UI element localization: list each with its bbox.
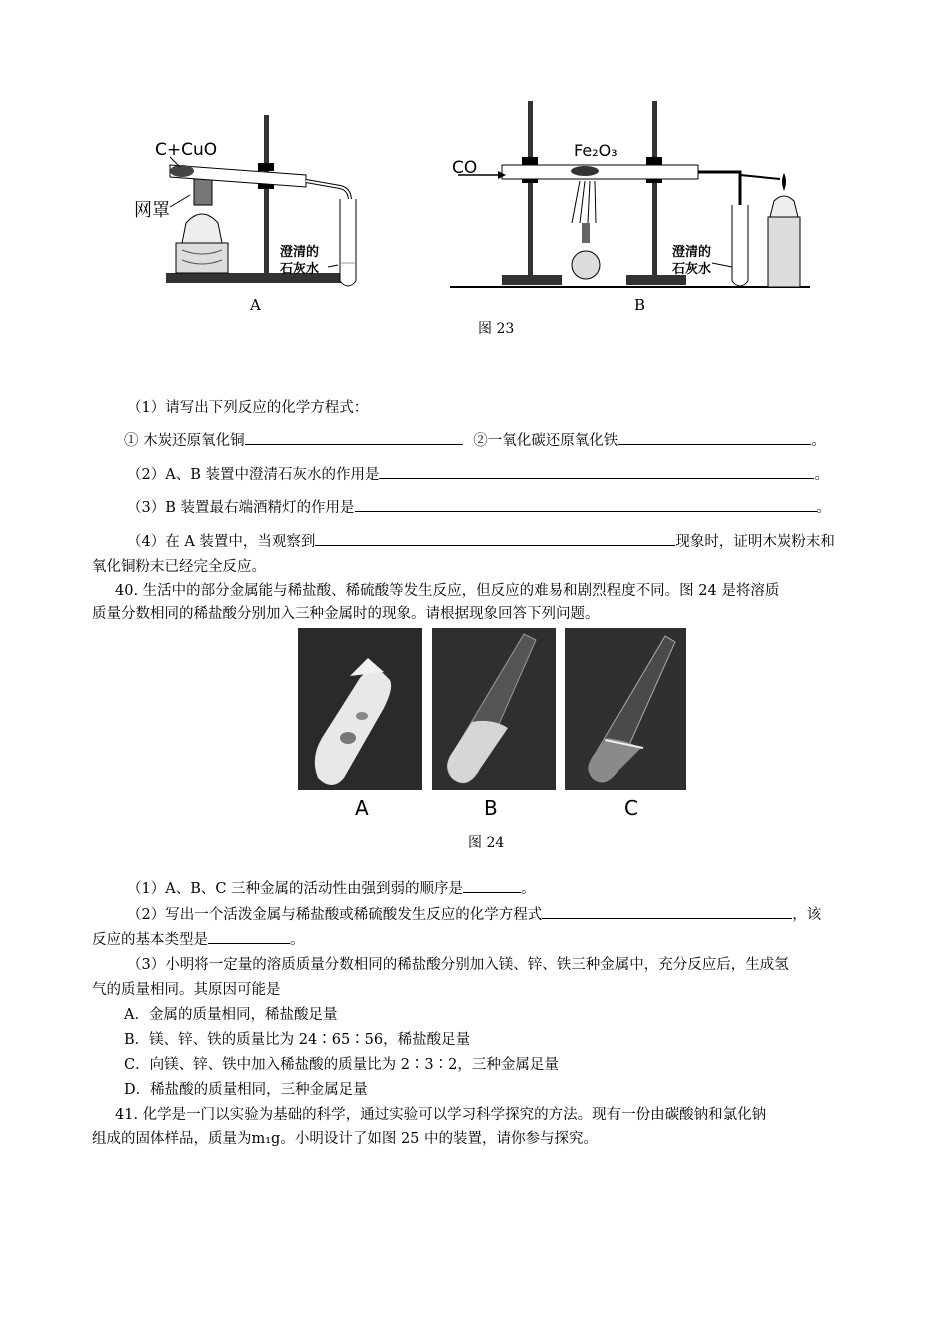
stand-rod [264, 115, 269, 273]
q39-part2-label: （2）A、B 装置中澄清石灰水的作用是 [127, 467, 380, 483]
q41-stem-line2: 组成的固体样品，质量为m₁g。小明设计了如图 25 中的装置，请你参与探究。 [92, 1131, 599, 1147]
apparatus-b-tag: B [634, 296, 646, 314]
q40-option-d[interactable]: D．稀盐酸的质量相同，三种金属足量 [124, 1082, 368, 1098]
stand-rod-left [528, 101, 533, 277]
apparatus-a-tag: A [250, 296, 261, 314]
q40-part1-label: （1）A、B、C 三种金属的活动性由强到弱的顺序是 [127, 881, 464, 897]
q39-part4-label: （4）在 A 装置中，当观察到 [127, 534, 316, 550]
limewater-label-a-line1: 澄清的 [280, 245, 320, 260]
wood-block-b [768, 217, 800, 287]
photo-label-c: C [624, 796, 638, 820]
q40-part2-blank[interactable] [542, 904, 792, 919]
q39-part3-end: 。 [816, 500, 831, 516]
wood-block [176, 243, 228, 273]
q39-part1a-blank[interactable] [245, 430, 463, 445]
q39-part1a-label: ① 木炭还原氧化铜 [124, 433, 245, 449]
q40-part1-row [127, 878, 536, 899]
q40-part3-line2: 气的质量相同。其原因可能是 [92, 982, 281, 998]
figure-24-caption: 图 24 [468, 835, 505, 851]
q40-part2-tail: ，该 [792, 907, 822, 923]
figure-23-apparatus-b [440, 95, 820, 295]
q40-part2-label: （2）写出一个活泼金属与稀盐酸或稀硫酸发生反应的化学方程式 [127, 907, 543, 923]
q39-part4-tail: 现象时，证明木炭粉末和 [675, 534, 835, 550]
fe2o3-label: Fe₂O₃ [574, 141, 618, 160]
q39-part4-row [127, 531, 835, 552]
q40-part2-type-label: 反应的基本类型是 [92, 932, 208, 948]
q40-part3-line1: （3）小明将一定量的溶质质量分数相同的稀盐酸分别加入镁、锌、铁三种金属中，充分反应后，生成氢 [127, 957, 789, 973]
stand-rod-right [652, 101, 657, 277]
q40-stem-line2: 质量分数相同的稀盐酸分别加入三种金属时的现象。请根据现象回答下列问题。 [92, 606, 600, 622]
q39-part2-end: 。 [814, 467, 829, 483]
limewater-label-b-line2: 石灰水 [672, 262, 712, 277]
q40-part2-end: 。 [290, 932, 305, 948]
alcohol-lamp [182, 214, 222, 243]
q39-part1-end: 。 [811, 433, 826, 449]
q40-part1-blank[interactable] [463, 878, 521, 893]
photo-c-slow-reaction [565, 628, 686, 790]
reaction-tube [502, 165, 698, 179]
q39-part1b-label: ②一氧化碳还原氧化铁 [473, 433, 619, 449]
spirit-burner [572, 251, 600, 279]
limewater-tube [340, 199, 356, 286]
limewater-tube-b [732, 205, 748, 286]
q39-part3-row [127, 497, 831, 518]
q39-part2-row [127, 464, 829, 485]
photo-label-a: A [355, 796, 369, 820]
q40-option-a[interactable]: A．金属的质量相同，稀盐酸足量 [124, 1007, 338, 1023]
photo-b-moderate-reaction [432, 628, 556, 790]
limewater-label-a-line2: 石灰水 [280, 262, 320, 277]
q39-part1-row [124, 430, 826, 451]
q39-part2-blank[interactable] [379, 464, 814, 479]
q40-option-b[interactable]: B．镁、锌、铁的质量比为 24∶65∶56，稀盐酸足量 [124, 1032, 471, 1048]
q39-part3-blank[interactable] [355, 497, 817, 512]
q39-part3-label: （3）B 装置最右端酒精灯的作用是 [127, 500, 355, 516]
gauze-label: 网罩 [134, 200, 170, 221]
reagent-c-cuo-label: C+CuO [155, 140, 218, 160]
q39-part4-blank[interactable] [315, 531, 675, 546]
q40-part2-cont [92, 929, 305, 950]
figure-23-caption: 图 23 [478, 321, 515, 337]
q40-part2-row [127, 904, 821, 925]
q39-part4-cont: 氧化铜粉末已经完全反应。 [92, 559, 266, 575]
q39-part1: （1）请写出下列反应的化学方程式： [127, 400, 369, 416]
q41-stem-line1: 41. 化学是一门以实验为基础的科学，通过实验可以学习科学探究的方法。现有一份由碳酸钠和氯化钠 [115, 1107, 767, 1123]
photo-a-vigorous-reaction [298, 628, 422, 790]
q40-part2-type-blank[interactable] [208, 929, 290, 944]
limewater-label-b-line1: 澄清的 [672, 245, 712, 260]
co-gas-label: CO [452, 158, 478, 178]
photo-label-b: B [484, 796, 498, 820]
q39-part1b-blank[interactable] [618, 430, 811, 445]
q40-stem-line1: 40. 生活中的部分金属能与稀盐酸、稀硫酸等发生反应，但反应的难易和剧烈程度不同。图 24 是将溶质 [115, 583, 780, 599]
q40-part1-end: 。 [521, 881, 536, 897]
q40-option-c[interactable]: C．向镁、锌、铁中加入稀盐酸的质量比为 2∶3∶2，三种金属足量 [124, 1057, 559, 1073]
